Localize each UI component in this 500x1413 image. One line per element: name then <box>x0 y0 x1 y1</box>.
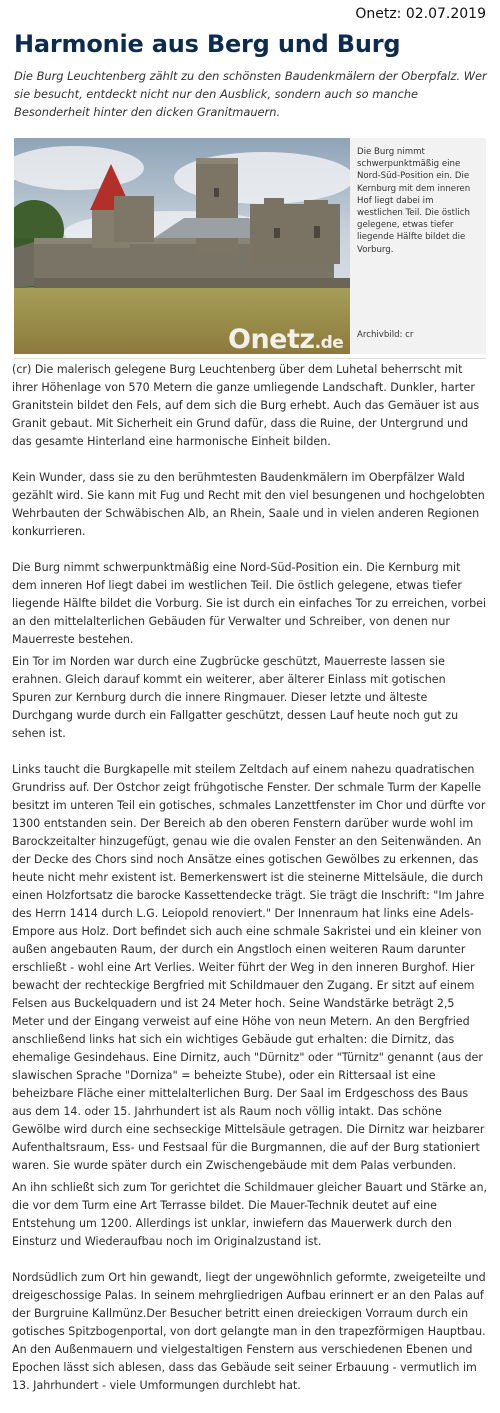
paragraph: Kein Wunder, dass sie zu den berühmtesten Baudenkmälern im Oberpfälzer Wald gezählt wird. Sie kann mit Fug und Recht mit den viel besungenen und hochgelobten Wehrbauten der Schwäbischen Alb, an Rhein, Saale und in vielen anderen Regionen konkurrieren. <box>12 471 485 538</box>
paragraph: Links taucht die Burgkapelle mit steilem Zeltdach auf einem nahezu quadratischen Grundriss auf. Der Ostchor zeigt frühgotische Fenster. Der schmale Turm der Kapelle besitzt im unteren Teil ein gotisches, schmales Lanzettfenster im Chor und dürfte vor 1300 entstanden sein. Der Bereich ab den oberen Fenstern darüber wurde wohl im Barockzeitalter hinzugefügt, genau wie die ovalen Fenster an den Seitenwänden. An der Decke des Chors sind noch Ansätze eines gotischen Gewölbes zu erkennen, das heute nicht mehr existent ist. Bemerkenswert ist die steinerne Mittelsäule, die durch einen Holzfortsatz die barocke Kassettendecke trägt. Sie trägt die Inschrift: "Im Jahre des Herrn 1414 durch L.G. Leiopold renoviert." Der Innenraum hat links eine Adels-Empore aus Holz. Dort befindet sich auch eine schmale Sakristei und ein kleiner von außen angebauten Raum, der durch ein Angstloch einen weiteren Raum darunter erschließt - wohl eine Art Verlies. Weiter führt der Weg in den inneren Burghof. Hier bewacht der rechteckige Bergfried mit Schildmauer den Zugang. Er sitzt auf einem Felsen aus Buckelquadern und ist 24 Meter hoch. Seine Wandstärke beträgt 2,5 Meter und der Eingang verweist auf eine Höhe von neun Metern. An den Bergfried anschließend links hat sich ein wichtiges Gebäude gut erhalten: die Dirnitz, das ehemalige Gesindehaus. Eine Dirnitz, auch "Dürnitz" oder "Türnitz" genannt (aus der slawischen Sprache "Dorniza" = beheizte Stube), oder ein Rittersaal ist eine beheizbare Fläche einer mittelalterlichen Burg. Der Saal im Erdgeschoss des Baus aus dem 14. oder 15. Jahrhundert ist als Raum noch völlig intakt. Das schöne Gewölbe wird durch eine sechseckige Mittelsäule getragen. Die Dirnitz war heizbarer Aufenthaltsraum, Ess- und Festsaal für die Burgmannen, die auf der Burg stationiert waren. Sie wurde später durch ein Zwischengebäude mit dem Palas verbunden. <box>12 763 486 1172</box>
divider <box>14 358 486 359</box>
source-date: Onetz: 02.07.2019 <box>355 6 486 22</box>
paragraph: (cr) Die malerisch gelegene Burg Leuchtenberg über dem Luhetal beherrscht mit ihrer Höhenlage von 570 Metern die ganze umliegende Landschaft. Dunkler, harter Granitstein bildet den Fels, auf dem sich die Burg erhebt. Auch das Gemäuer ist aus Granit gebaut. Mit Sicherheit ein Grund dafür, dass die Ruine, der Untergrund und das gesamte Hinterland eine harmonische Einheit bilden. <box>12 363 480 448</box>
paragraph: Ein Tor im Norden war durch eine Zugbrücke geschützt, Mauerreste lassen sie erahnen. Gleich darauf kommt ein weiterer, aber älterer Einlass mit gotischen Spuren zur Kernburg durch die innere Ringmauer. Dieser letzte und älteste Durchgang wurde durch ein Fallgatter geschützt, dessen Lauf heute noch gut zu sehen ist. <box>12 655 459 740</box>
article-body <box>12 361 488 1413</box>
paragraph: Nordsüdlich zum Ort hin gewandt, liegt der ungewöhnlich geformte, zweigeteilte und dreigeschossige Palas. In seinem mehrgliedrigen Aufbau erinnert er an den Palas auf der Burgruine Kallmünz.Der Besucher betritt einen dreieckigen Vorraum durch ein gotisches Spitzbogenportal, von dort gelangte man in den trapezförmigen Hauptbau. An den Außenmauern und vielgestaltigen Fenstern aus verschiedenen Ebenen und Epochen lässt sich ablesen, dass das Gebäude seit seiner Erbauung - vermutlich im 13. Jahrhundert - viele Umformungen durchlebt hat. <box>12 1271 486 1392</box>
paragraph: Die Burg nimmt schwerpunktmäßig eine Nord-Süd-Position ein. Die Kernburg mit dem inneren Hof liegt dabei im westlichen Teil. Die östlich gelegene, etwas tiefer liegende Hälfte bildet die Vorburg. Sie ist durch ein einfaches Tor zu erreichen, vorbei an den mittelalterlichen Gebäuden für Verwalter und Schreiber, von denen nur Mauerreste bestehen. <box>12 561 487 646</box>
article-title: Harmonie aus Berg und Burg <box>14 30 401 58</box>
paragraph: An ihn schließt sich zum Tor gerichtet die Schildmauer gleicher Bauart und Stärke an, die vor dem Turm eine Art Terrasse bildet. Die Mauer-Technik deutet auf eine Entstehung um 1200. Allerdings ist unklar, inwiefern das Mauerwerk durch den Einsturz und Wiederaufbau noch im Originalzustand ist. <box>12 1181 488 1248</box>
article-lead: Die Burg Leuchtenberg zählt zu den schönsten Baudenkmälern der Oberpfalz. Wer sie besucht, entdeckt nicht nur den Ausblick, sondern auch so manche Besonderheit hinter den dicken Granitmauern. <box>14 69 487 119</box>
onetz-watermark-logo: Onetz.de <box>228 324 344 354</box>
castle-illustration <box>14 138 350 354</box>
castle-photo <box>14 138 350 354</box>
image-credit: Archivbild: cr <box>357 330 414 340</box>
image-caption-box <box>350 138 486 354</box>
image-caption: Die Burg nimmt schwerpunktmäßig eine Nord-Süd-Position ein. Die Kernburg mit dem inneren Hof liegt dabei im westlichen Teil. Die östlich gelegene, etwas tiefer liegende Hälfte bildet die Vorburg. <box>357 147 471 255</box>
